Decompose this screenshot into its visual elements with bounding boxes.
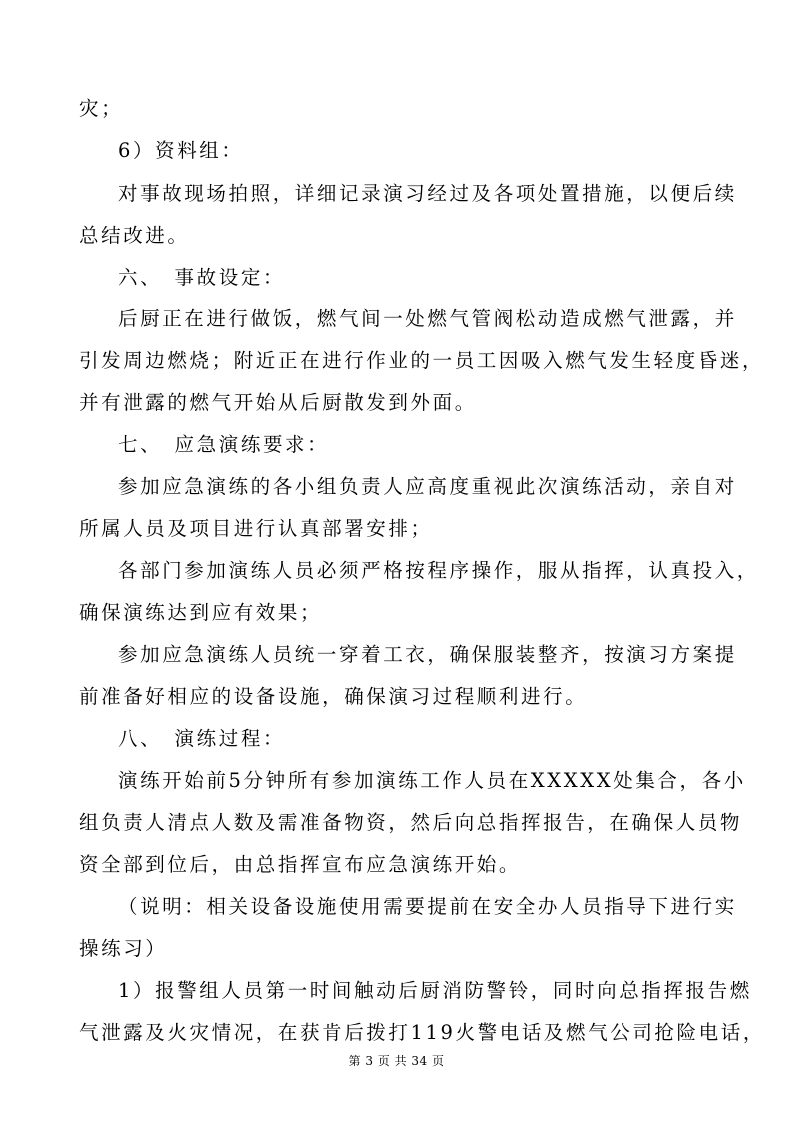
page-footer: 第 3 页 共 34 页 [348,1054,445,1068]
text-line: 1）报警组人员第一时间触动后厨消防警铃，同时向总指挥报告燃 [118,979,752,1002]
text-line: 各部门参加演练人员必须严格按程序操作，服从指挥，认真投入， [118,559,759,582]
section-heading: 六、 事故设定： [118,266,286,289]
section-heading: 八、 演练过程： [118,727,286,750]
text-line: 参加应急演练的各小组负责人应高度重视此次演练活动，亲自对 [118,475,737,498]
text-line: 组负责人清点人数及需准备物资，然后向总指挥报告，在确保人员物 [79,811,743,834]
text-line: 资全部到位后，由总指挥宣布应急演练开始。 [79,853,522,876]
text-line: 气泄露及火灾情况，在获肯后拨打119火警电话及燃气公司抢险电话， [79,1021,765,1044]
text-line: 后厨正在进行做饭，燃气间一处燃气管阀松动造成燃气泄露，并 [118,307,737,330]
section-heading: 七、 应急演练要求： [118,433,330,456]
text-line: 所属人员及项目进行认真部署安排； [79,517,433,540]
text-line: 引发周边燃烧；附近正在进行作业的一员工因吸入燃气发生轻度昏迷， [79,349,765,372]
text-line: 确保演练达到应有效果； [79,601,323,624]
text-line: 参加应急演练人员统一穿着工衣，确保服装整齐，按演习方案提 [118,643,737,666]
text-line: 对事故现场拍照，详细记录演习经过及各项处置措施，以便后续 [118,182,737,205]
text-line: 演练开始前5分钟所有参加演练工作人员在XXXXX处集合，各小 [118,769,746,792]
text-line: 操练习） [79,937,168,960]
text-line: 总结改进。 [79,224,190,247]
text-line: 并有泄露的燃气开始从后厨散发到外面。 [79,391,477,414]
text-line: 灾； [79,97,124,120]
section-heading: 6）资料组： [118,139,244,162]
text-line: 前准备好相应的设备设施，确保演习过程顺利进行。 [79,685,588,708]
text-line: （说明：相关设备设施使用需要提前在安全办人员指导下进行实 [118,895,737,918]
